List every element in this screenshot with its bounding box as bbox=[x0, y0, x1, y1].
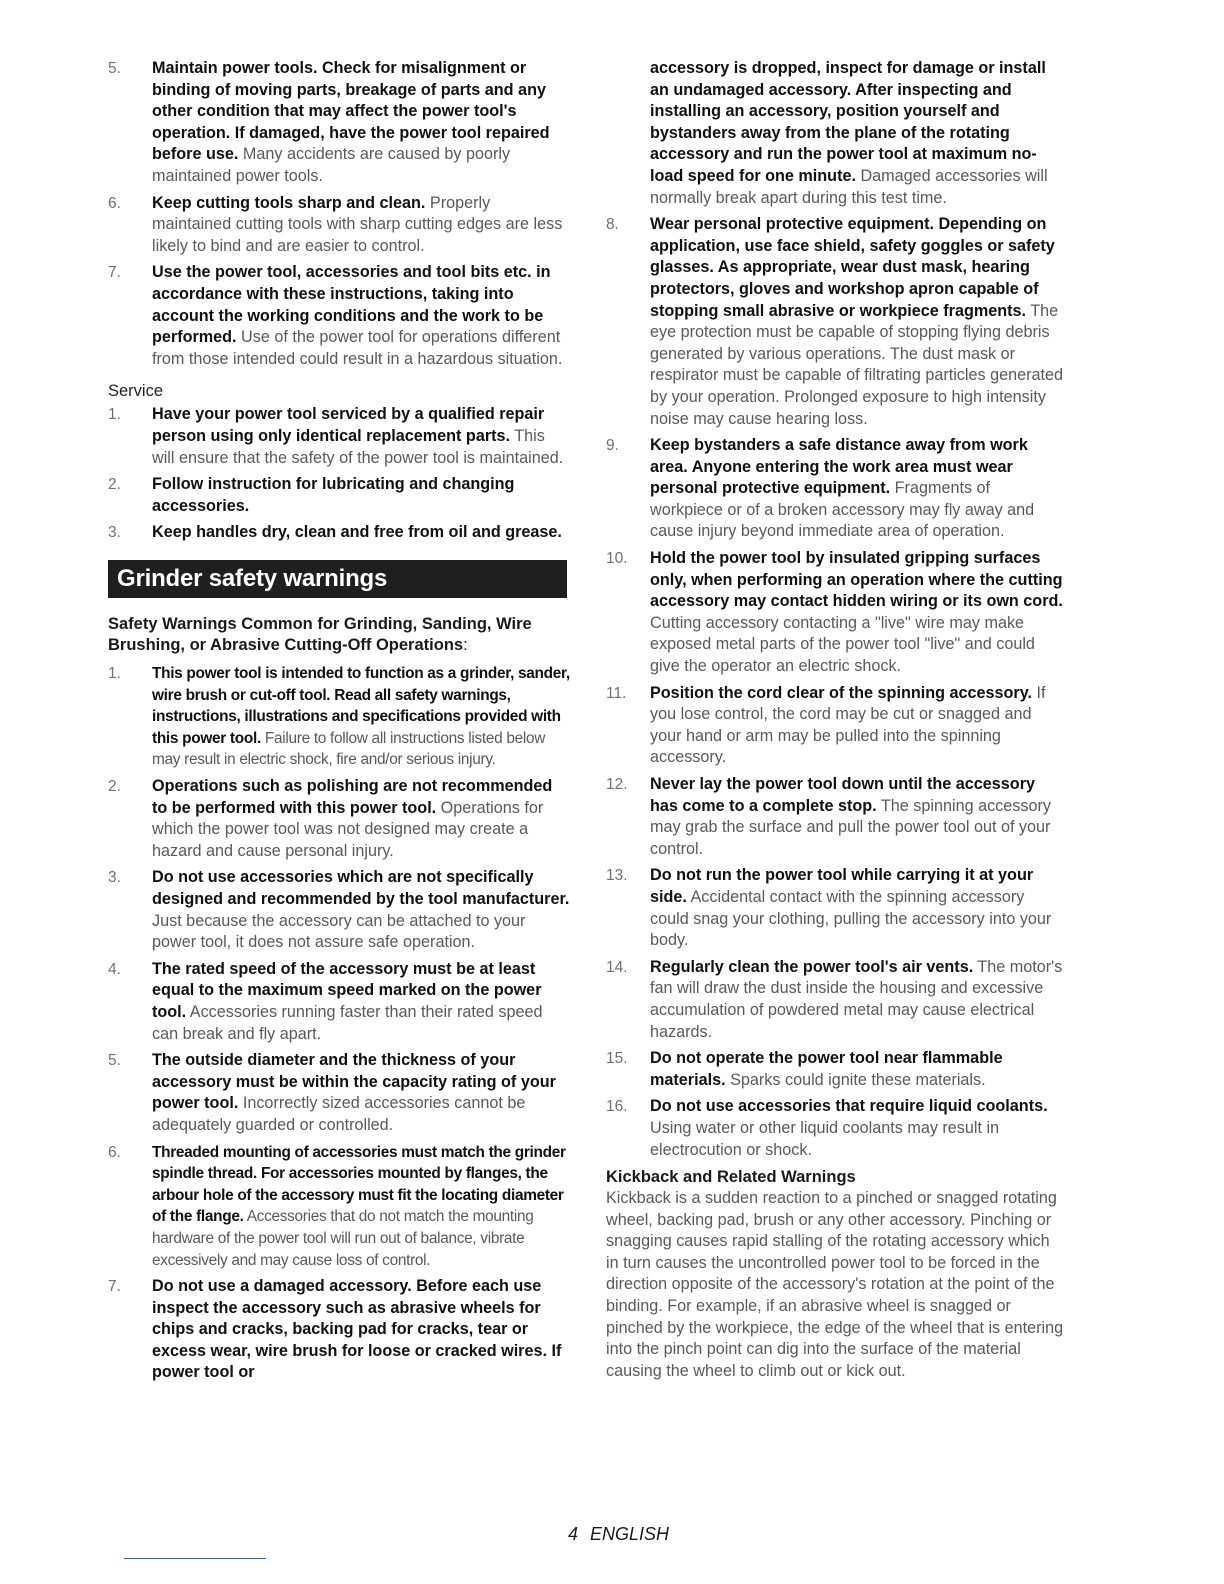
item-body-text: The motor's fan will draw the dust inside the housing and excessive accumulation of powdered metal may cause electrical hazards. bbox=[650, 957, 1063, 1041]
maintenance-item bbox=[108, 58, 570, 188]
item-number: 3. bbox=[108, 524, 121, 542]
grinder-warning-item bbox=[606, 774, 1064, 860]
item-bold-text: Keep bystanders a safe distance away from work area. Anyone entering the work area must wear personal protective equipment. bbox=[650, 436, 1028, 498]
grinder-safety-banner: Grinder safety warnings bbox=[108, 560, 567, 598]
item-body-text: Failure to follow all instructions listed below may result in electric shock, fire and/or serious injury. bbox=[152, 729, 546, 769]
item-bold-text: Do not operate the power tool near flammable materials. bbox=[650, 1049, 1003, 1089]
item-number: 2. bbox=[108, 476, 121, 494]
item-number: 7. bbox=[108, 264, 121, 282]
item-body-text: If you lose control, the cord may be cut or snagged and your hand or arm may be pulled into the spinning accessory. bbox=[650, 683, 1046, 767]
item-body-text: Fragments of workpiece or of a broken accessory may fly away and cause injury beyond immediate area of operation. bbox=[650, 479, 1035, 541]
kickback-body: Kickback is a sudden reaction to a pinched or snagged rotating wheel, backing pad, brush or any other accessory. Pinching or snagging causes rapid stalling of the rotating accessory which in turn causes the uncontrolled power tool to be forced in the direction opposite of the accessory's rotation at the point of the binding. For example, if an abrasive wheel is snagged or pinched by the workpiece, the edge of the wheel that is entering into the pinch point can dig into the surface of the material causing the wheel to climb out or kick out. bbox=[606, 1189, 1064, 1380]
item-bold-text: Do not use a damaged accessory. Before each use inspect the accessory such as abrasive wheels for chips and cracks, backing pad for cracks, tear or excess wear, wire brush for loose or cracked wires. If power tool or bbox=[152, 1277, 562, 1382]
grinder-warning-item bbox=[606, 548, 1064, 678]
item-number: 6. bbox=[108, 194, 121, 212]
service-item bbox=[108, 404, 570, 469]
item-number: 1. bbox=[108, 406, 121, 424]
grinder-warning-item bbox=[108, 867, 570, 953]
item-body-text: Sparks could ignite these materials. bbox=[725, 1070, 986, 1089]
item-number: 5. bbox=[108, 1052, 121, 1070]
item-bold-text: Position the cord clear of the spinning accessory. bbox=[650, 683, 1032, 702]
grinder-warnings-list bbox=[108, 663, 570, 1384]
footnote-rule bbox=[124, 1558, 266, 1559]
item-body-text: Properly maintained cutting tools with sharp cutting edges are less likely to bind and are easier to control. bbox=[152, 193, 563, 255]
item-number: 4. bbox=[108, 960, 121, 978]
item-bold-text: The outside diameter and the thickness of your accessory must be within the capacity rating of your power tool. bbox=[152, 1051, 556, 1113]
item-bold-text: Do not use accessories that require liquid coolants. bbox=[650, 1097, 1048, 1116]
item-body-text: Accessories running faster than their rated speed can break and fly apart. bbox=[152, 1002, 543, 1043]
grinder-warning-item bbox=[606, 435, 1064, 543]
continuation-text: Damaged accessories will normally break apart during this test time. bbox=[650, 166, 1048, 207]
grinder-warning-item bbox=[606, 1048, 1064, 1091]
item-number: 12. bbox=[606, 776, 628, 793]
right-column bbox=[606, 58, 1064, 1382]
item-number: 6. bbox=[108, 1143, 121, 1161]
item-body-text: The eye protection must be capable of stopping flying debris generated by various operations. The dust mask or respirator must be capable of filtrating particles generated by your operation. Prolonged exposure to high intensity noise may cause hearing loss. bbox=[650, 301, 1064, 428]
service-heading: Service bbox=[108, 382, 164, 401]
item-number: 7. bbox=[108, 1278, 121, 1296]
item-number: 9. bbox=[606, 437, 619, 455]
item-number: 14. bbox=[606, 958, 628, 976]
item-bold-text: The rated speed of the accessory must be at least equal to the maximum speed marked on the power tool. bbox=[152, 959, 542, 1021]
continuation-bold: accessory is dropped, inspect for damage or install an undamaged accessory. After inspecting and installing an accessory, position yourself and bystanders away from the plane of the rotating accessory and run the power tool at maximum no-load speed for one minute. bbox=[650, 59, 1046, 185]
grinder-warning-item bbox=[606, 214, 1064, 430]
service-item bbox=[108, 522, 570, 544]
item-number: 16. bbox=[606, 1098, 628, 1116]
grinder-warning-item bbox=[606, 957, 1064, 1043]
maintenance-list bbox=[108, 58, 570, 370]
grinder-warning-item bbox=[606, 1096, 1064, 1161]
item-bold-text: Use the power tool, accessories and tool bits etc. in accordance with these instructions, taking into account the working conditions and the work to be performed. bbox=[152, 263, 551, 347]
item-body-text: Just because the accessory can be attached to your power tool, it does not assure safe operation. bbox=[152, 911, 526, 952]
safety-warnings-heading-text: Safety Warnings Common for Grinding, Sanding, Wire Brushing, or Abrasive Cutting-Off Operations bbox=[108, 614, 532, 655]
item-bold-text: Wear personal protective equipment. Depending on application, use face shield, safety goggles or safety glasses. As appropriate, wear dust mask, hearing protectors, gloves and workshop apron capable of stopping small abrasive or workpiece fragments. bbox=[650, 215, 1055, 320]
item-bold-text: Never lay the power tool down until the accessory has come to a complete stop. bbox=[650, 775, 1035, 815]
item-body-text: Using water or other liquid coolants may result in electrocution or shock. bbox=[650, 1118, 1000, 1159]
item-body-text: Accidental contact with the spinning accessory could snag your clothing, pulling the accessory into your body. bbox=[650, 887, 1052, 950]
item-body-text: The spinning accessory may grab the surface and pull the power tool out of your control. bbox=[650, 796, 1051, 858]
service-item bbox=[108, 474, 570, 517]
grinder-warning-item bbox=[108, 959, 570, 1045]
item-number: 1. bbox=[108, 665, 121, 683]
item-bold-text: Follow instruction for lubricating and changing accessories. bbox=[152, 475, 515, 515]
item-bold-text: Operations such as polishing are not recommended to be performed with this power tool. bbox=[152, 777, 553, 817]
item-bold-text: Threaded mounting of accessories must match the grinder spindle thread. For accessories mounted by flanges, the arbour hole of the accessory must fit the locating diameter of the flange. bbox=[152, 1143, 566, 1226]
right-warnings-list bbox=[606, 214, 1064, 1161]
maintenance-item bbox=[108, 262, 570, 370]
item-body-text: Accessories that do not match the mounting hardware of the power tool will run out of balance, vibrate excessively and may cause loss of control. bbox=[152, 1208, 534, 1269]
item-bold-text: Regularly clean the power tool's air vents. bbox=[650, 957, 974, 976]
page-footer bbox=[568, 1524, 669, 1545]
safety-warnings-heading-colon: : bbox=[463, 636, 468, 655]
grinder-warning-item bbox=[606, 865, 1064, 951]
item-number: 13. bbox=[606, 867, 628, 885]
item-number: 11. bbox=[606, 684, 627, 702]
item-number: 10. bbox=[606, 550, 628, 568]
grinder-warning-item bbox=[108, 1276, 570, 1384]
item-bold-text: Maintain power tools. Check for misalignment or binding of moving parts, breakage of parts and any other condition that may affect the power tool's operation. If damaged, have the power tool repaired before use. bbox=[152, 59, 550, 164]
item-bold-text: Keep handles dry, clean and free from oil and grease. bbox=[152, 523, 562, 542]
item-number: 2. bbox=[108, 778, 121, 796]
item-body-text: Cutting accessory contacting a "live" wire may make exposed metal parts of the power tool "live" and could give the operator an electric shock. bbox=[650, 613, 1035, 676]
item-body-text: Many accidents are caused by poorly maintained power tools. bbox=[152, 145, 511, 185]
item-body-text: Incorrectly sized accessories cannot be adequately guarded or controlled. bbox=[152, 1094, 526, 1134]
item-bold-text: Do not use accessories which are not specifically designed and recommended by the tool manufacturer. bbox=[152, 868, 570, 908]
left-column bbox=[108, 58, 570, 1389]
service-list bbox=[108, 404, 570, 544]
item-bold-text: Do not run the power tool while carrying it at your side. bbox=[650, 866, 1034, 906]
maintenance-item bbox=[108, 193, 570, 258]
item-body-text: This will ensure that the safety of the power tool is maintained. bbox=[152, 426, 564, 467]
item-body-text: Use of the power tool for operations different from those intended could result in a hazardous situation. bbox=[152, 328, 563, 368]
item-number: 15. bbox=[606, 1050, 628, 1068]
grinder-warning-item bbox=[606, 683, 1064, 769]
kickback-heading: Kickback and Related Warnings bbox=[606, 1168, 856, 1187]
continuation-item bbox=[606, 58, 1064, 209]
item-bold-text: Hold the power tool by insulated gripping surfaces only, when performing an operation where the cutting accessory may contact hidden wiring or its own cord. bbox=[650, 549, 1063, 611]
item-bold-text: This power tool is intended to function as a grinder, sander, wire brush or cut-off tool. Read all safety warnings, instructions, illustrations and specifications provided with this power tool. bbox=[152, 665, 570, 747]
footer-language: ENGLISH bbox=[590, 1524, 670, 1544]
grinder-warning-item bbox=[108, 663, 570, 771]
grinder-warning-item bbox=[108, 1050, 570, 1136]
item-number: 3. bbox=[108, 869, 121, 887]
grinder-warning-item bbox=[108, 776, 570, 862]
item-bold-text: Keep cutting tools sharp and clean. bbox=[152, 193, 426, 212]
safety-warnings-heading bbox=[108, 614, 570, 657]
item-number: 8. bbox=[606, 216, 619, 234]
item-body-text: Operations for which the power tool was not designed may create a hazard and cause personal injury. bbox=[152, 798, 544, 860]
item-number: 5. bbox=[108, 60, 121, 77]
page-number: 4 bbox=[568, 1524, 579, 1544]
grinder-warning-item bbox=[108, 1142, 570, 1272]
item-bold-text: Have your power tool serviced by a qualified repair person using only identical replacement parts. bbox=[152, 405, 545, 445]
